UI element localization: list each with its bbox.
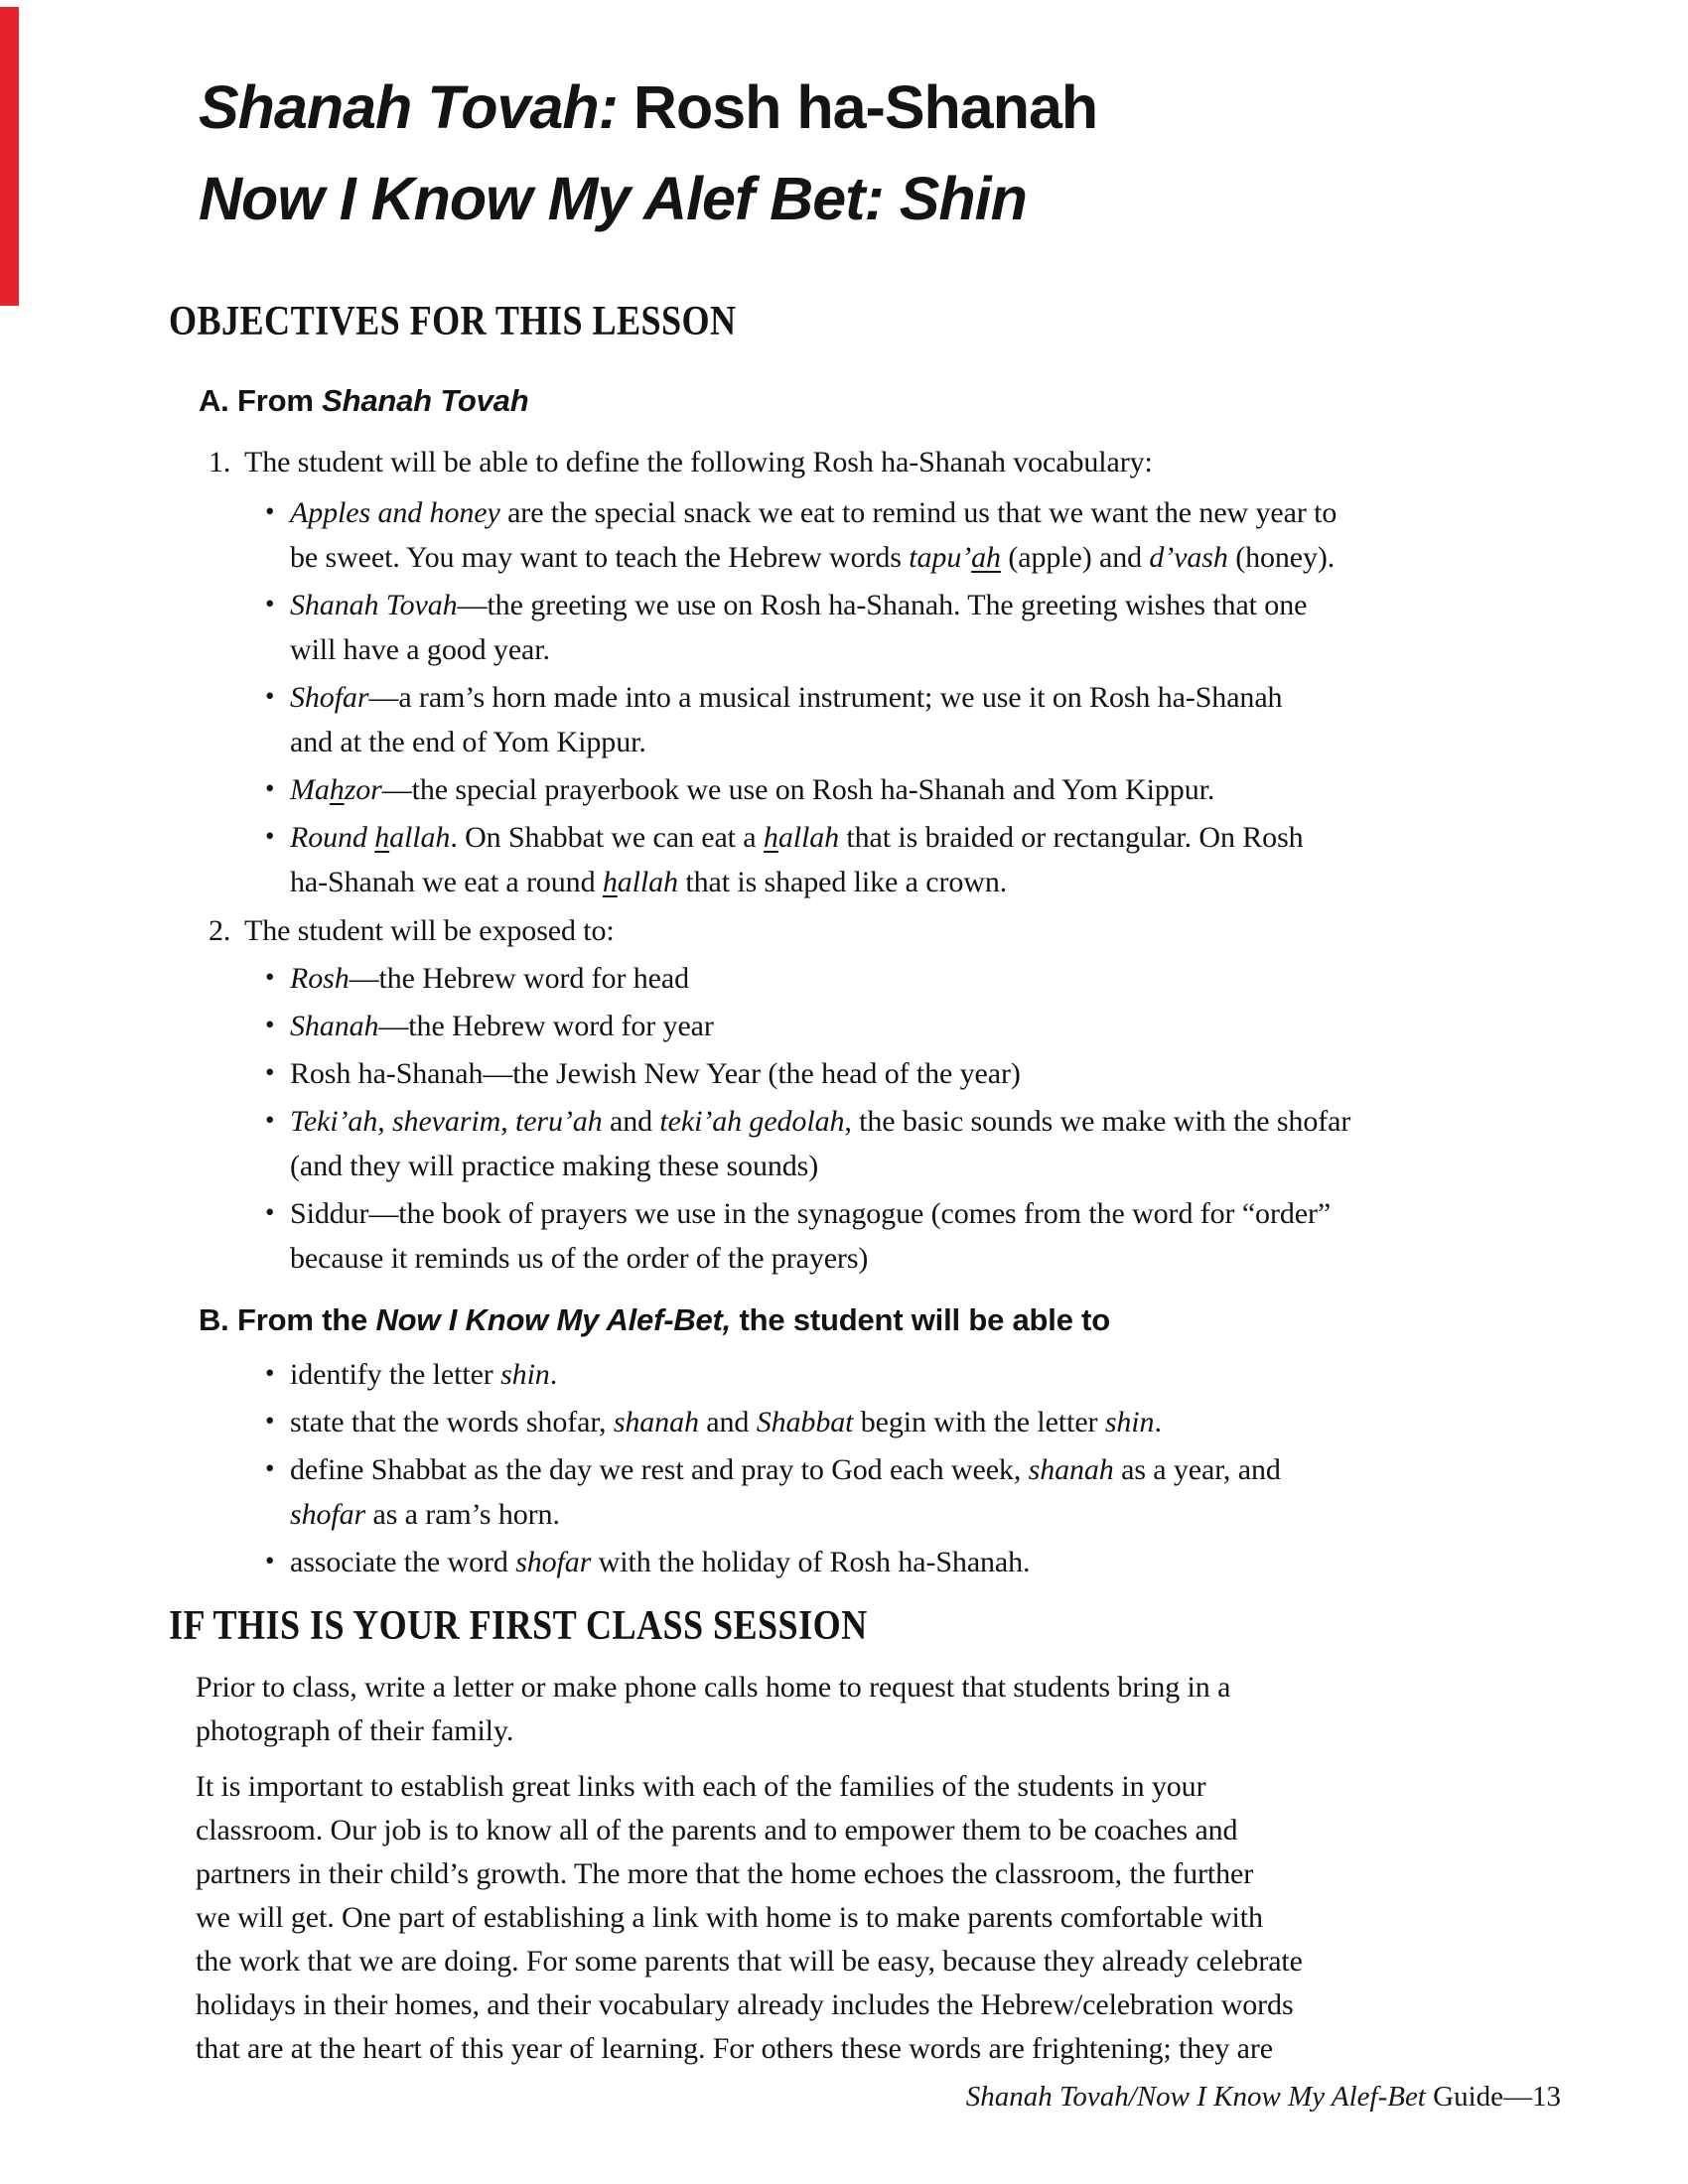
page-title <box>199 62 1539 244</box>
list-item <box>263 1004 1539 1048</box>
bullet-text: identify the letter shin. <box>290 1358 558 1391</box>
bullet-text: Teki’ah, shevarim, teru’ah and teki’ah gedolah, the basic sounds we make with the shofar (and they will practice making these sounds) <box>290 1105 1351 1182</box>
numbered-item-1 <box>209 440 1539 484</box>
bullet-text: state that the words shofar, shanah and Shabbat begin with the letter shin. <box>290 1406 1162 1438</box>
bullet-icon: • <box>265 1546 275 1575</box>
numbered-item-2 <box>209 908 1539 953</box>
bullet-icon: • <box>265 821 275 851</box>
list-item <box>263 1540 1539 1584</box>
item-text: The student will be able to define the following Rosh ha-Shanah vocabulary: <box>244 446 1153 478</box>
list-item <box>263 1447 1539 1537</box>
list-item <box>263 490 1539 580</box>
bullet-icon: • <box>265 1406 275 1435</box>
bullet-icon: • <box>265 773 275 803</box>
list-item <box>263 1191 1539 1281</box>
bullet-text: Rosh—the Hebrew word for head <box>290 962 689 995</box>
list-item <box>263 1099 1539 1188</box>
list-item <box>263 1400 1539 1444</box>
bullet-text: Rosh ha-Shanah—the Jewish New Year (the head of the year) <box>290 1057 1021 1090</box>
bullet-text: define Shabbat as the day we rest and pray to God each week, shanah as a year, and shofar as a ram’s horn. <box>290 1453 1281 1531</box>
page-content <box>169 62 1539 2071</box>
bullet-icon: • <box>265 589 275 618</box>
list-item <box>263 956 1539 1001</box>
list-item <box>263 767 1539 812</box>
bullet-text: associate the word shofar with the holiday of Rosh ha-Shanah. <box>290 1546 1031 1578</box>
bullet-text: Siddur—the book of prayers we use in the synagogue (comes from the word for “order” because it reminds us of the order of the prayers) <box>290 1197 1332 1275</box>
bullet-icon: • <box>265 1010 275 1039</box>
bullet-text: Shanah—the Hebrew word for year <box>290 1010 714 1042</box>
subsection-heading-b: B. From the Now I Know My Alef-Bet, the student will be able to <box>199 1302 1111 1337</box>
page-footer: Shanah Tovah/Now I Know My Alef-Bet Guide—13 <box>965 2081 1561 2113</box>
bullet-icon: • <box>265 1197 275 1227</box>
bullet-list-a1 <box>263 490 1539 904</box>
section-heading-objectives: OBJECTIVES FOR THIS LESSON <box>169 299 737 344</box>
list-item <box>263 815 1539 904</box>
bullet-icon: • <box>265 962 275 992</box>
bullet-icon: • <box>265 1105 275 1135</box>
bullet-icon: • <box>265 1057 275 1087</box>
bullet-icon: • <box>265 1453 275 1483</box>
item-text: The student will be exposed to: <box>244 914 615 947</box>
title-line-1: Shanah Tovah: Rosh ha-Shanah <box>199 73 1098 141</box>
bullet-list-b <box>263 1352 1539 1584</box>
section-heading-first-class: IF THIS IS YOUR FIRST CLASS SESSION <box>169 1603 868 1649</box>
bullet-list-a2 <box>263 956 1539 1281</box>
bullet-text: Shanah Tovah—the greeting we use on Rosh ha-Shanah. The greeting wishes that one will have a good year. <box>290 589 1308 666</box>
item-number: 1. <box>209 446 231 478</box>
bullet-text: Mahzor—the special prayerbook we use on Rosh ha-Shanah and Yom Kippur. <box>290 773 1215 806</box>
list-item <box>263 583 1539 672</box>
title-line-2: Now I Know My Alef Bet: Shin <box>199 165 1027 232</box>
paragraph-1: Prior to class, write a letter or make phone calls home to request that students bring in a photograph of their family. <box>196 1671 1231 1747</box>
list-item <box>263 1051 1539 1096</box>
list-item <box>263 1352 1539 1397</box>
paragraph-2: It is important to establish great links with each of the families of the students in your classroom. Our job is to know all of the parents and to empower them to be coaches and partners in their child’s growth. The more that the home echoes the classroom, the further we will get. One part of establishing a link with home is to make parents comfortable with the work that we are doing. For some parents that will be easy, because they already celebrate holidays in their homes, and their vocabulary already includes the Hebrew/celebration words that are at the heart of this year of learning. For others these words are frightening; they are <box>196 1770 1303 2065</box>
page-edge-tab <box>0 7 19 306</box>
subsection-heading-a: A. From Shanah Tovah <box>199 383 529 418</box>
bullet-text: Apples and honey are the special snack we eat to remind us that we want the new year to be sweet. You may want to teach the Hebrew words tapu’ah (apple) and d’vash (honey). <box>290 496 1337 574</box>
bullet-text: Shofar—a ram’s horn made into a musical instrument; we use it on Rosh ha-Shanah and at the end of Yom Kippur. <box>290 681 1283 758</box>
bullet-icon: • <box>265 681 275 711</box>
item-number: 2. <box>209 914 231 947</box>
bullet-text: Round hallah. On Shabbat we can eat a hallah that is braided or rectangular. On Rosh ha-Shanah we eat a round hallah that is shaped like a crown. <box>290 821 1304 898</box>
bullet-icon: • <box>265 1358 275 1388</box>
list-item <box>263 675 1539 764</box>
bullet-icon: • <box>265 496 275 526</box>
